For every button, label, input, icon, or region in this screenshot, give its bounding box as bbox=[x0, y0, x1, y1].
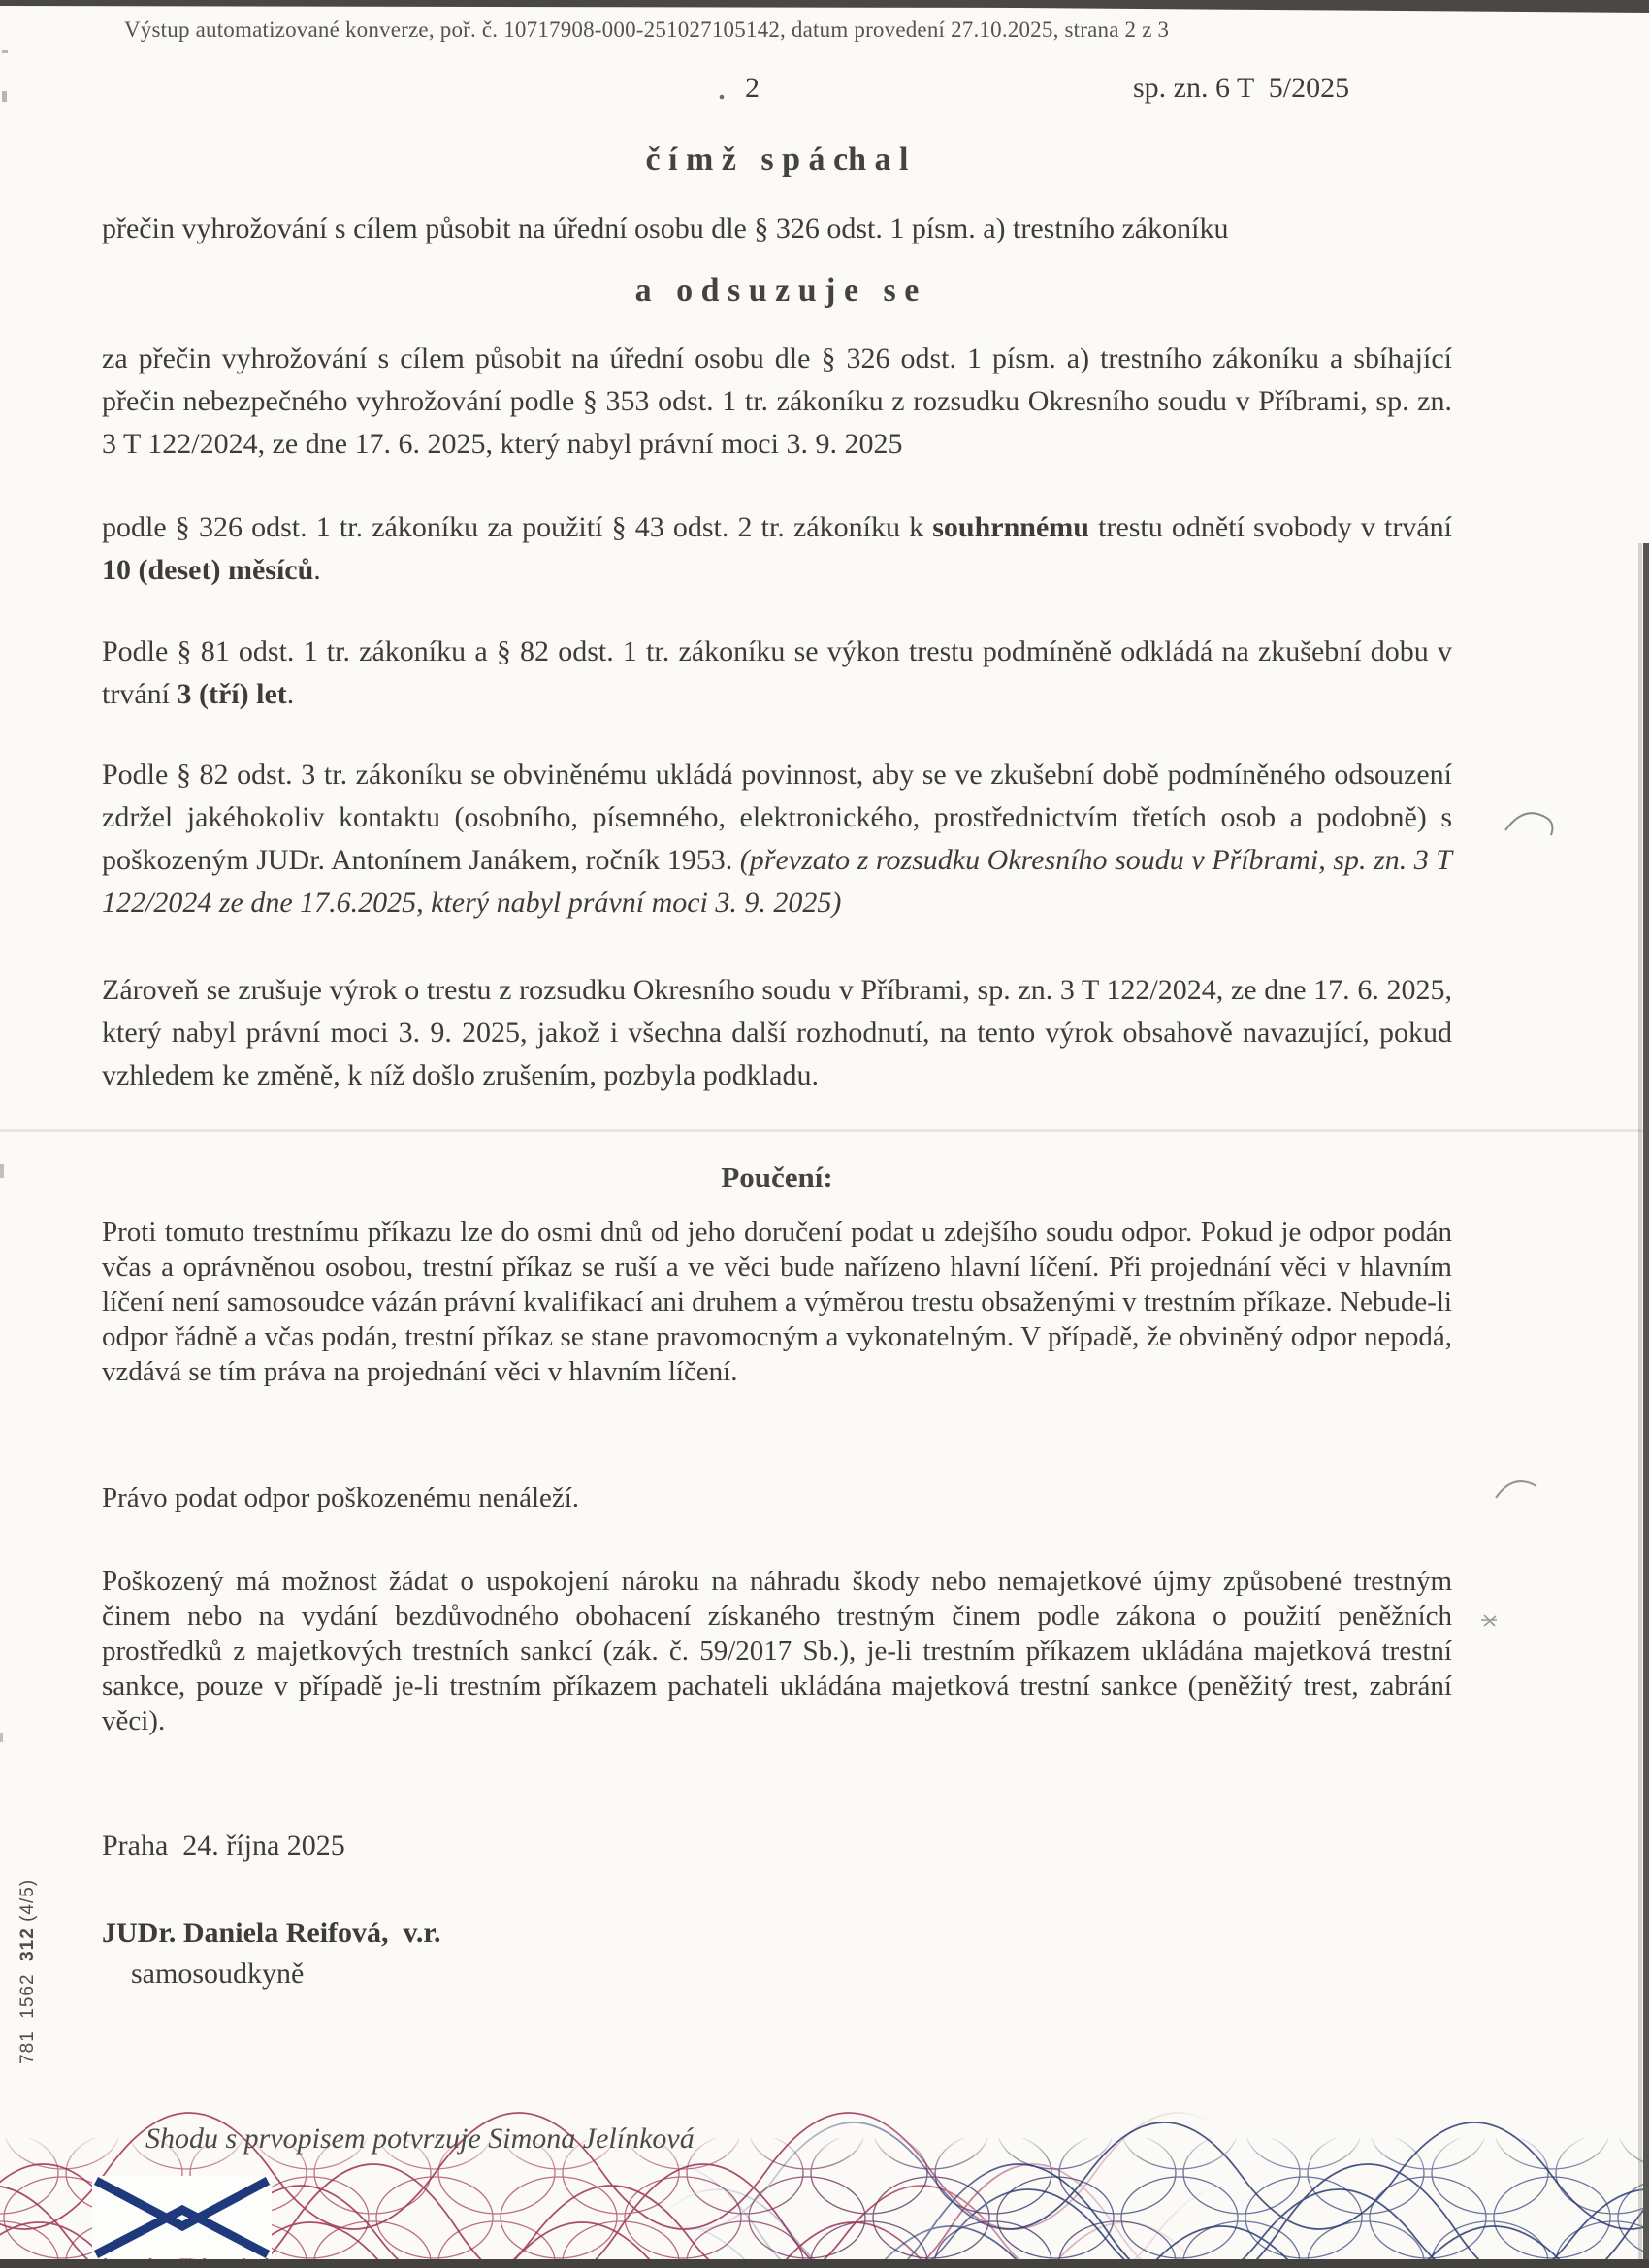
heading-advisory: Poučení: bbox=[721, 1160, 833, 1194]
heading-committed: č í m ž s p á ch a l bbox=[645, 142, 909, 178]
paragraph-offense: přečin vyhrožování s cílem působit na úřední osobu dle § 326 odst. 1 písm. a) trestního zákoníku bbox=[102, 212, 1229, 244]
judge-role: samosoudkyně bbox=[131, 1958, 305, 1990]
scan-artifact-curve bbox=[1496, 1481, 1536, 1498]
paragraph-suspended-sentence: Podle § 81 odst. 1 tr. zákoníku a § 82 odst. 1 tr. zákoníku se výkon trestu podmíněně odkládá na zkušební dobu v trvání 3 (tří) let. bbox=[102, 635, 1452, 710]
paragraph-aggregate-offenses: za přečin vyhrožování s cílem působit na úřední osobu dle § 326 odst. 1 písm. a) trestního zákoníku a sbíhající přečin nebezpečného vyhrožování podle § 353 odst. 1 tr. zákoníku z rozsudku Okresního soudu v Příbrami, sp. zn. 3 T 122/2024, ze dne 17. 6. 2025, který nabyl právní moci 3. 9. 2025 bbox=[102, 342, 1452, 460]
case-number: sp. zn. 6 T 5/2025 bbox=[1133, 72, 1350, 104]
judge-name: JUDr. Daniela Reifová, v.r. bbox=[102, 1917, 441, 1949]
scan-artifact-curve bbox=[1505, 813, 1552, 835]
scan-top-edge bbox=[0, 0, 1649, 16]
certification-note: Shodu s prvopisem potvrzuje Simona Jelínková bbox=[146, 2122, 695, 2155]
paragraph-damages-claim: Poškozený má možnost žádat o uspokojení nároku na náhradu škody nebo nemajetkové újmy způsobené trestným činem nebo na vydání bezdůvodného obohacení získaného trestným činem podle zákona o použití peněžních prostředků z majetkových trestních sankcí (zák. č. 59/2017 Sb.), je-li trestním příkazem ukládána majetková trestní sankce, pouze v případě je-li trestním příkazem pachateli ukládána majetková trestní sankce (peněžitý trest, zabrání věci). bbox=[102, 1566, 1452, 1736]
page-number: 2 bbox=[745, 72, 760, 104]
paragraph-punishment: podle § 326 odst. 1 tr. zákoníku za použití § 43 odst. 2 tr. zákoníku k souhrnnému trestu odnětí svobody v trvání 10 (deset) měsíců. bbox=[102, 511, 1452, 586]
heading-sentenced: a o d s u z u j e s e bbox=[634, 273, 920, 308]
place-and-date: Praha 24. října 2025 bbox=[102, 1830, 345, 1862]
paragraph-revocation: Zároveň se zrušuje výrok o trestu z rozsudku Okresního soudu v Příbrami, sp. zn. 3 T 122/2024, ze dne 17. 6. 2025, který nabyl právní moci 3. 9. 2025, jakož i všechna další rozhodnutí, na tento výrok obsahově navazující, pokud vzhledem ke změně, k níž došlo zrušením, pozbyla podkladu. bbox=[102, 974, 1452, 1091]
print-code-vertical: 781 1562 312 (4/5) bbox=[17, 1878, 38, 2064]
paragraph-no-objection-right: Právo podat odpor poškozenému nenáleží. bbox=[102, 1482, 580, 1513]
scan-streak bbox=[0, 1129, 1649, 1132]
conversion-note: Výstup automatizované konverze, poř. č. 10717908-000-251027105142, datum provedení 27.10.2025, strana 2 z 3 bbox=[124, 17, 1170, 42]
paragraph-obligation: Podle § 82 odst. 3 tr. zákoníku se obviněnému ukládá povinnost, aby se ve zkušební době podmíněného odsouzení zdržel jakéhokoliv kontaktu (osobního, písemného, elektronického, prostřednictvím třetích osob a podobně) s poškozeným JUDr. Antonínem Janákem, ročník 1953. (převzato z rozsudku Okresního soudu v Příbrami, sp. zn. 3 T 122/2024 ze dne 17.6.2025, který nabyl právní moci 3. 9. 2025) bbox=[102, 759, 1452, 919]
scan-right-edge bbox=[1635, 543, 1649, 2265]
envelope-icon bbox=[92, 2176, 272, 2258]
paragraph-objection-rights: Proti tomuto trestnímu příkazu lze do osmi dnů od jeho doručení podat u zdejšího soudu odpor. Pokud je odpor podán včas a oprávněnou osobou, trestní příkaz se ruší a ve věci bude nařízeno hlavní líčení. Při projednání věci v hlavním líčení není samosoudce vázán právní kvalifikací ani druhem a výměrou trestu obsaženými v trestním příkaze. Nebude-li odpor řádně a včas podán, trestní příkaz se stane pravomocným a vykonatelným. V případě, že obviněný odpor nepodá, vzdává se tím práva na projednání věci v hlavním líčení. bbox=[102, 1216, 1452, 1387]
scan-artifact-mark bbox=[1481, 1615, 1497, 1626]
